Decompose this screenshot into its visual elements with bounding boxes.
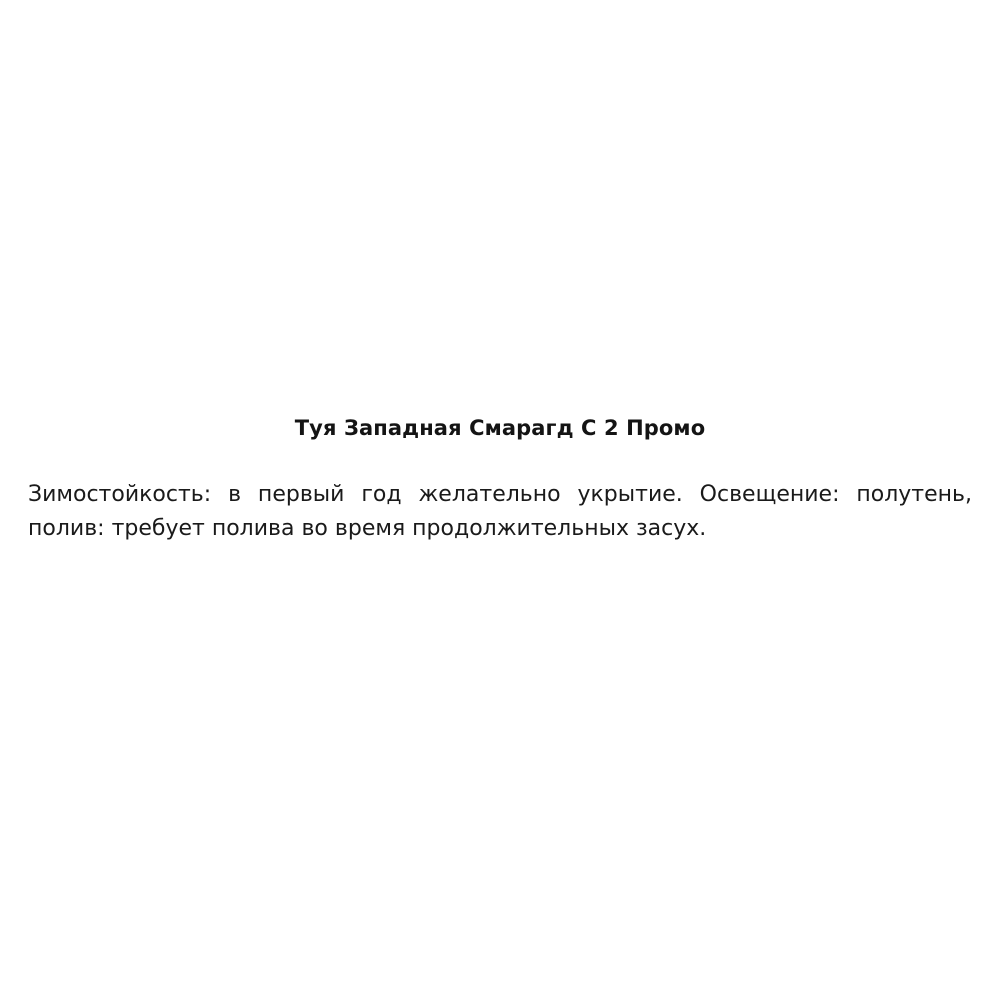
product-title: Туя Западная Смарагд С 2 Промо (294, 416, 706, 440)
product-description: Зимостойкость: в первый год желательно укрытие. Освещение: полутень, полив: требует полива во время продолжительных засух. (28, 482, 972, 542)
product-info-block (24, 415, 976, 546)
